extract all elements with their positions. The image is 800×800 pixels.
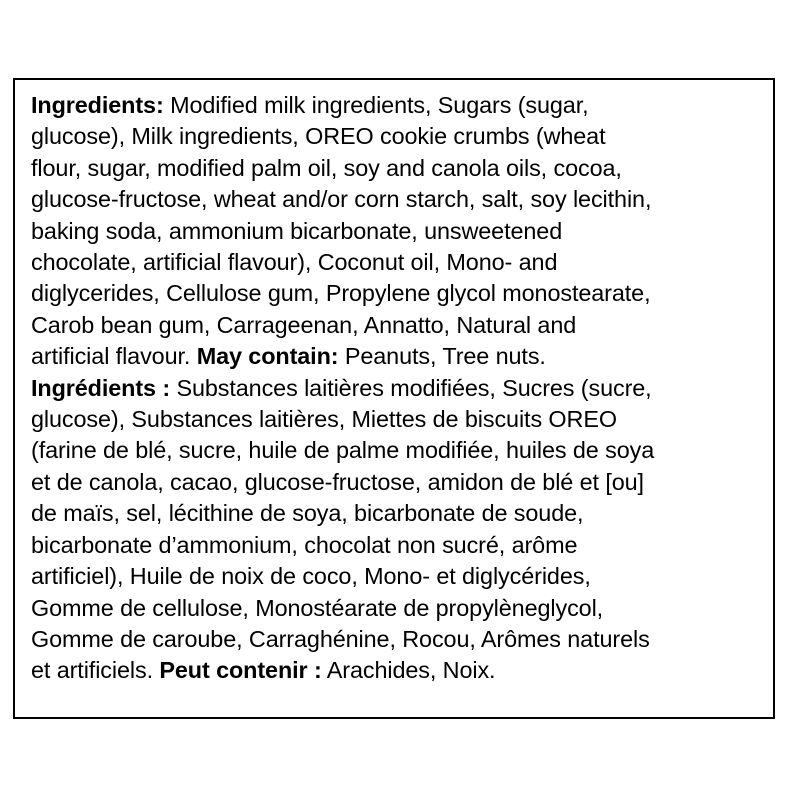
french-line-2: glucose), Substances laitières, Miettes de biscuits OREO <box>31 406 617 433</box>
french-line-10-text: et artificiels. <box>31 657 160 684</box>
english-line-2: glucose), Milk ingredients, OREO cookie crumbs (wheat <box>31 123 606 150</box>
english-may-contain-items: Peanuts, Tree nuts. <box>338 343 546 370</box>
french-line-9: Gomme de caroube, Carraghénine, Rocou, Arômes naturels <box>31 625 650 652</box>
english-line-9 <box>31 341 769 372</box>
french-line-1-text: Substances laitières modifiées, Sucres (sucre, <box>170 374 652 401</box>
ingredients-text-block <box>31 90 769 687</box>
english-ingredients-heading: Ingredients: <box>31 92 164 118</box>
english-line-1-text: Modified milk ingredients, Sugars (sugar, <box>163 92 589 118</box>
french-line-7: artificiel), Huile de noix de coco, Mono- et diglycérides, <box>31 563 591 590</box>
english-line-6: chocolate, artificial flavour), Coconut oil, Mono- and <box>31 249 558 276</box>
french-line-4: et de canola, cacao, glucose-fructose, amidon de blé et [ou] <box>31 468 644 495</box>
english-line-3: flour, sugar, modified palm oil, soy and canola oils, cocoa, <box>31 154 622 181</box>
english-line-5: baking soda, ammonium bicarbonate, unsweetened <box>31 217 563 244</box>
french-ingredients-heading: Ingrédients : <box>31 374 171 401</box>
english-line-9-text: artificial flavour. <box>31 343 197 370</box>
french-line-5: de maïs, sel, lécithine de soya, bicarbonate de soude, <box>31 500 584 527</box>
english-line-4: glucose-fructose, wheat and/or corn starch, salt, soy lecithin, <box>31 186 652 213</box>
french-may-contain-items: Arachides, Noix. <box>321 657 496 684</box>
ingredients-panel <box>13 78 775 719</box>
english-line-8: Carob bean gum, Carrageenan, Annatto, Natural and <box>31 311 577 338</box>
french-line-3: (farine de blé, sucre, huile de palme modifiée, huiles de soya <box>31 437 655 464</box>
french-line-6: bicarbonate d’ammonium, chocolat non sucré, arôme <box>31 531 578 558</box>
english-may-contain-label: May contain: <box>196 343 339 370</box>
english-line-1 <box>31 90 769 121</box>
french-line-8: Gomme de cellulose, Monostéarate de propylèneglycol, <box>31 594 604 621</box>
french-line-10 <box>31 655 769 686</box>
french-line-1 <box>31 373 769 404</box>
english-line-7: diglycerides, Cellulose gum, Propylene glycol monostearate, <box>31 280 651 307</box>
french-may-contain-label: Peut contenir : <box>159 657 322 684</box>
